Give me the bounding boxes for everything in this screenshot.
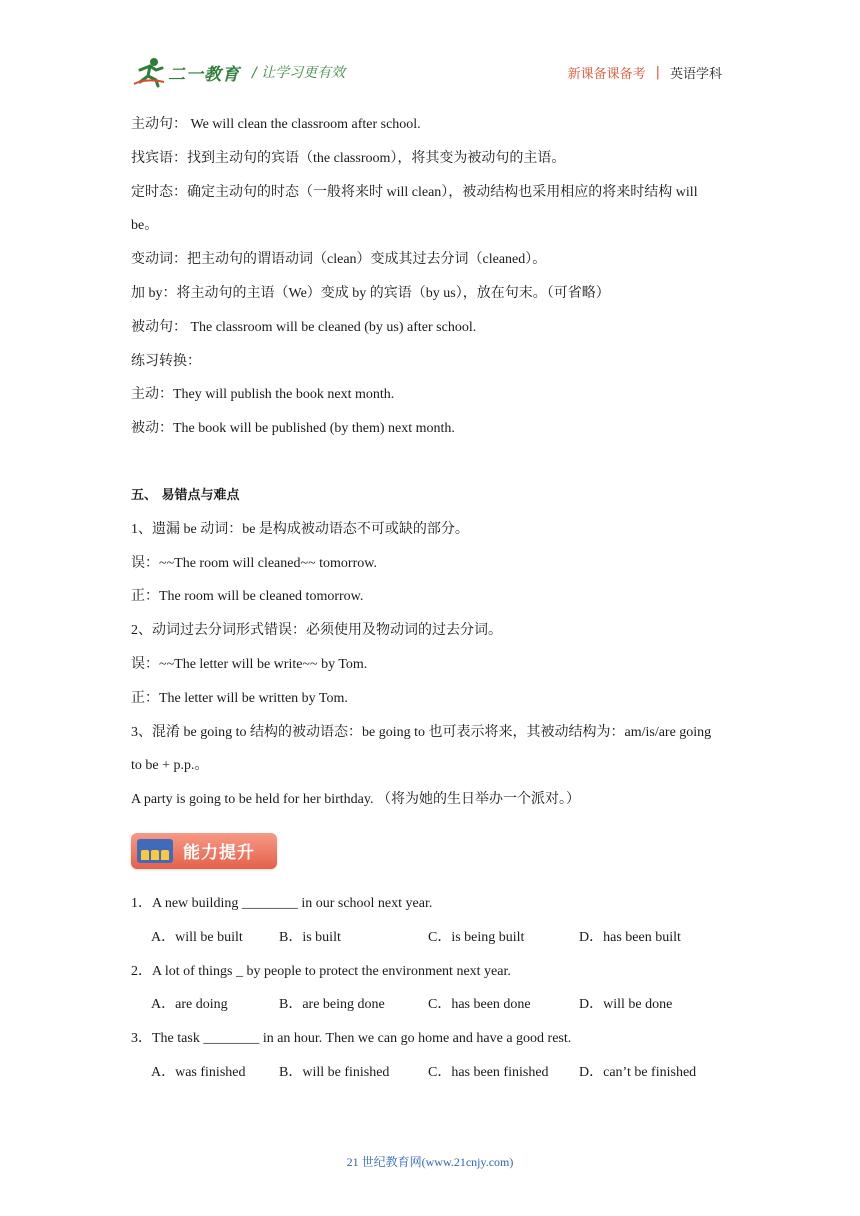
option-a: A．are doing bbox=[151, 997, 228, 1013]
text-line: 被动句： The classroom will be cleaned (by us) after school. bbox=[131, 319, 477, 335]
option-a: A．was finished bbox=[151, 1064, 246, 1080]
question-stem: 3．The task ________ in an hour. Then we can go home and have a good rest. bbox=[131, 1031, 572, 1047]
badge-label: 能力提升 bbox=[183, 843, 255, 864]
option-b: B．are being done bbox=[279, 997, 385, 1013]
logo-text: 二一教育 bbox=[168, 64, 240, 85]
option-d: D．will be done bbox=[579, 997, 673, 1013]
text-line: 误：~~The room will cleaned~~ tomorrow. bbox=[131, 555, 377, 571]
logo bbox=[132, 56, 240, 88]
option-c: C．has been done bbox=[428, 997, 531, 1013]
page-footer: 21 世纪教育网(www.21cnjy.com) bbox=[346, 1155, 514, 1169]
text-line: 3、混淆 be going to 结构的被动语态：be going to 也可表示将来，其被动结构为：am/is/are going bbox=[131, 724, 712, 740]
text-line: be。 bbox=[131, 218, 159, 234]
tag-separator: | bbox=[655, 65, 660, 80]
section-heading: 五、 易错点与难点 bbox=[131, 487, 240, 503]
option-d: D．has been built bbox=[579, 929, 681, 945]
question-options bbox=[131, 1056, 731, 1090]
text-line: 练习转换： bbox=[131, 353, 201, 369]
slogan: / 让学习更有效 bbox=[252, 65, 346, 81]
text-line: 误：~~The letter will be write~~ by Tom. bbox=[131, 656, 368, 672]
text-line: A party is going to be held for her birthday. （将为她的生日举办一个派对。） bbox=[131, 792, 580, 808]
ability-badge-wrap bbox=[131, 833, 731, 873]
tag-right: 英语学科 bbox=[669, 67, 722, 82]
subject-tag bbox=[568, 63, 722, 82]
tag-left: 新课备课备考 bbox=[567, 67, 646, 82]
option-c: C．is being built bbox=[428, 929, 525, 945]
document-body bbox=[131, 108, 731, 1090]
text-line: 加 by：将主动句的主语（We）变成 by 的宾语（by us），放在句末。（可省略） bbox=[131, 285, 610, 301]
text-line: 定时态：确定主动句的时态（一般将来时 will clean），被动结构也采用相应的将来时结构 will bbox=[131, 184, 698, 200]
text-line: 变动词：把主动句的谓语动词（clean）变成其过去分词（cleaned）。 bbox=[131, 252, 547, 268]
option-a: A．will be built bbox=[151, 929, 243, 945]
option-b: B．will be finished bbox=[279, 1064, 390, 1080]
option-d: D．can’t be finished bbox=[579, 1064, 697, 1080]
text-line: 正：The letter will be written by Tom. bbox=[131, 690, 348, 706]
page-header bbox=[0, 0, 860, 100]
text-line: 主动句： We will clean the classroom after school. bbox=[131, 117, 421, 132]
text-line: 主动：They will publish the book next month. bbox=[131, 387, 395, 403]
runner-logo-icon bbox=[132, 56, 166, 88]
question-options bbox=[131, 921, 731, 955]
question-options bbox=[131, 988, 731, 1022]
classroom-icon bbox=[137, 839, 173, 863]
text-line: 找宾语：找到主动句的宾语（the classroom），将其变为被动句的主语。 bbox=[131, 150, 566, 166]
text-line: 被动：The book will be published (by them) next month. bbox=[131, 421, 455, 437]
question-stem: 2．A lot of things _ by people to protect the environment next year. bbox=[131, 963, 511, 979]
question-stem: 1．A new building ________ in our school next year. bbox=[131, 895, 433, 911]
text-line: to be + p.p.。 bbox=[131, 758, 209, 774]
ability-badge bbox=[131, 833, 277, 869]
text-line: 2、动词过去分词形式错误：必须使用及物动词的过去分词。 bbox=[131, 623, 502, 639]
option-c: C．has been finished bbox=[428, 1064, 549, 1080]
text-line: 1、遗漏 be 动词：be 是构成被动语态不可或缺的部分。 bbox=[131, 521, 469, 537]
text-line: 正：The room will be cleaned tomorrow. bbox=[131, 589, 364, 605]
option-b: B．is built bbox=[279, 929, 341, 945]
